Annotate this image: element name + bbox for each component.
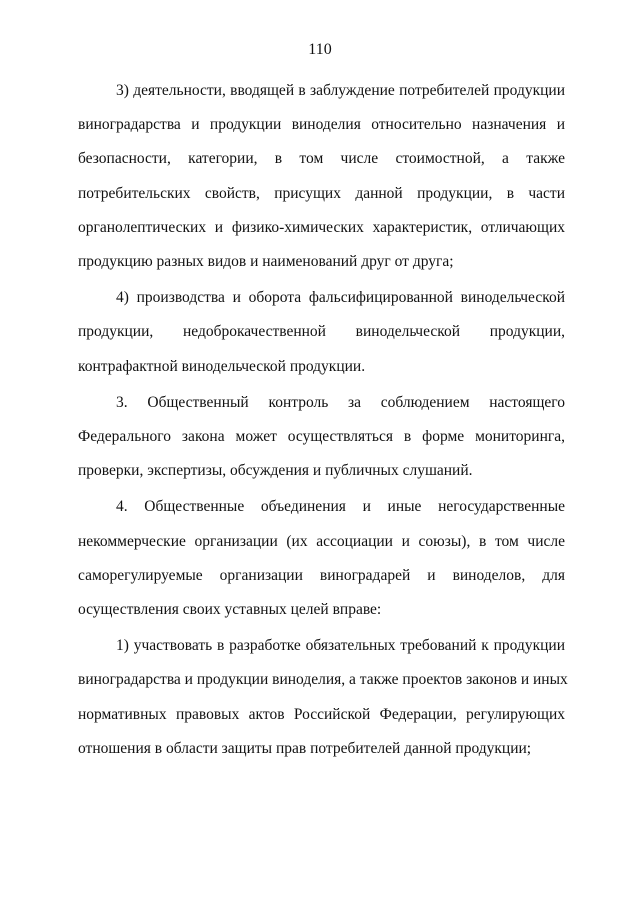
paragraph-item-1 xyxy=(78,629,568,766)
text-line: потребительских свойств, присущих данной продукции, в части xyxy=(78,184,565,202)
text-line: 3. Общественный контроль за соблюдением настоящего xyxy=(116,393,565,411)
text-line: продукцию разных видов и наименований друг от друга; xyxy=(78,253,454,271)
text-line: 1) участвовать в разработке обязательных требований к продукции xyxy=(116,637,565,655)
paragraph-item-4 xyxy=(78,281,565,384)
text-line: проверки, экспертизы, обсуждения и публичных слушаний. xyxy=(78,462,473,480)
text-line: саморегулируемые организации виноградарей и виноделов, для xyxy=(78,566,565,584)
text-line: контрафактной винодельческой продукции. xyxy=(78,357,366,375)
text-line: Федерального закона может осуществляться в форме мониторинга, xyxy=(78,428,565,446)
text-line: 3) деятельности, вводящей в заблуждение потребителей продукции xyxy=(116,82,565,99)
text-line: 4. Общественные объединения и иные негосударственные xyxy=(116,498,565,516)
text-line: некоммерческие организации (их ассоциации и союзы), в том числе xyxy=(78,532,565,550)
text-line: 4) производства и оборота фальсифицированной винодельческой xyxy=(116,289,565,307)
text-line: безопасности, категории, в том числе стоимостной, а также xyxy=(78,150,565,168)
page-number: 110 xyxy=(308,41,332,58)
paragraph-section-4 xyxy=(78,490,565,627)
text-line: продукции, недоброкачественной винодельческой продукции, xyxy=(78,323,565,341)
text-line: отношения в области защиты прав потребителей данной продукции; xyxy=(78,739,532,757)
text-line: нормативных правовых актов Российской Федерации, регулирующих xyxy=(78,705,565,723)
text-line: органолептических и физико-химических характеристик, отличающих xyxy=(78,218,565,236)
paragraph-item-3 xyxy=(78,74,565,279)
text-line: виноградарства и продукции виноделия, а также проектов законов и иных xyxy=(78,671,568,689)
document-body xyxy=(78,74,568,768)
text-line: осуществления своих уставных целей вправе: xyxy=(78,601,382,619)
paragraph-section-3 xyxy=(78,386,565,489)
text-line: виноградарства и продукции виноделия относительно назначения и xyxy=(78,116,565,134)
